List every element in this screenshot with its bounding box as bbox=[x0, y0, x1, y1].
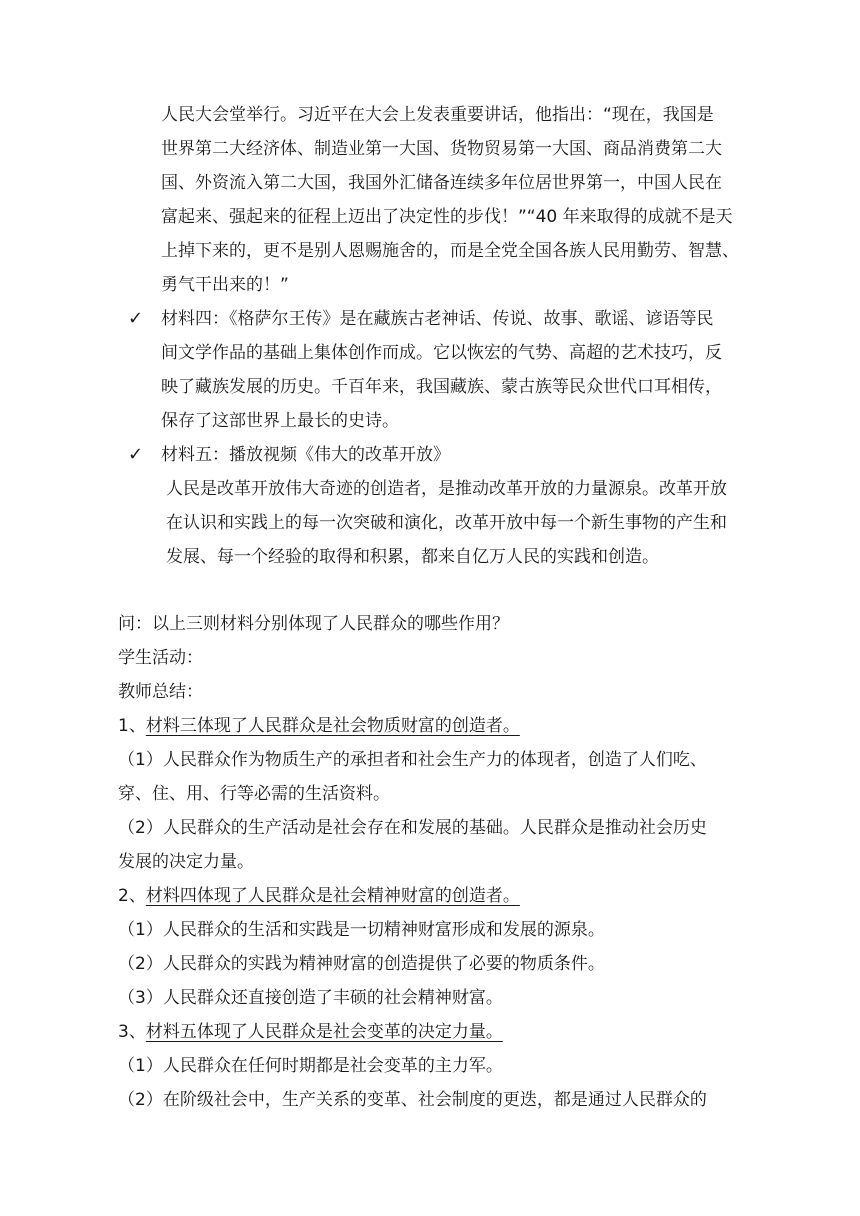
intro-line: 国、外资流入第二大国，我国外汇储备连续多年位居世界第一，中国人民在 bbox=[161, 173, 722, 193]
summary-point: （2）人民群众的生产活动是社会存在和发展的基础。人民群众是推动社会历史 bbox=[118, 818, 707, 838]
material5-line: 发展、每一个经验的取得和积累，都来自亿万人民的实践和创造。 bbox=[166, 547, 659, 567]
summary-point: 穿、住、用、行等必需的生活资料。 bbox=[118, 784, 390, 804]
summary-point: （1）人民群众在任何时期都是社会变革的主力军。 bbox=[118, 1056, 503, 1076]
checkmark-icon: ✓ bbox=[128, 444, 144, 465]
material4-line: 材料四：《格萨尔王传》是在藏族古老神话、传说、故事、歌谣、谚语等民 bbox=[161, 309, 714, 329]
summary-heading-3 bbox=[118, 1020, 503, 1044]
summary-point: （2）人民群众的实践为精神财富的创造提供了必要的物质条件。 bbox=[118, 954, 605, 974]
intro-line: 富起来、强起来的征程上迈出了决定性的步伐！”“40 年来取得的成就不是天 bbox=[161, 207, 733, 227]
question: 问：以上三则材料分别体现了人民群众的哪些作用？ bbox=[118, 614, 509, 634]
intro-line: 上掉下来的，更不是别人恩赐施舍的，而是全党全国各族人民用勤劳、智慧、 bbox=[161, 241, 739, 261]
student-activity: 学生活动： bbox=[118, 648, 203, 668]
summary-heading-2 bbox=[118, 884, 520, 908]
summary-heading-1 bbox=[118, 714, 520, 738]
summary-point: （1）人民群众作为物质生产的承担者和社会生产力的体现者，创造了人们吃、 bbox=[118, 750, 707, 770]
summary-number: 1、 bbox=[118, 716, 146, 736]
intro-line: 人民大会堂举行。习近平在大会上发表重要讲话，他指出：“现在，我国是 bbox=[161, 105, 714, 125]
material5-line: 在认识和实践上的每一次突破和演化，改革开放中每一个新生事物的产生和 bbox=[166, 513, 727, 533]
checkmark-icon: ✓ bbox=[128, 308, 144, 329]
summary-heading-text: 材料三体现了人民群众是社会物质财富的创造者。 bbox=[145, 716, 520, 736]
summary-number: 3、 bbox=[118, 1022, 146, 1042]
summary-point: （3）人民群众还直接创造了丰硕的社会精神财富。 bbox=[118, 988, 503, 1008]
summary-point: 发展的决定力量。 bbox=[118, 852, 254, 872]
summary-heading-text: 材料五体现了人民群众是社会变革的决定力量。 bbox=[145, 1022, 503, 1042]
summary-heading-text: 材料四体现了人民群众是社会精神财富的创造者。 bbox=[145, 886, 520, 906]
material4-line: 间文学作品的基础上集体创作而成。它以恢宏的气势、高超的艺术技巧，反 bbox=[161, 343, 722, 363]
material4-line: 保存了这部世界上最长的史诗。 bbox=[161, 411, 399, 431]
material4-line: 映了藏族发展的历史。千百年来，我国藏族、蒙古族等民众世代口耳相传， bbox=[161, 377, 722, 397]
material5-line: 人民是改革开放伟大奇迹的创造者，是推动改革开放的力量源泉。改革开放 bbox=[166, 479, 727, 499]
summary-number: 2、 bbox=[118, 886, 146, 906]
intro-line: 世界第二大经济体、制造业第一大国、货物贸易第一大国、商品消费第二大 bbox=[161, 139, 722, 159]
material5-title: 材料五：播放视频《伟大的改革开放》 bbox=[161, 445, 450, 465]
summary-point: （2）在阶级社会中，生产关系的变革、社会制度的更迭，都是通过人民群众的 bbox=[118, 1090, 707, 1110]
intro-line: 勇气干出来的！” bbox=[161, 275, 289, 295]
summary-point: （1）人民群众的生活和实践是一切精神财富形成和发展的源泉。 bbox=[118, 920, 605, 940]
teacher-summary: 教师总结： bbox=[118, 682, 203, 702]
